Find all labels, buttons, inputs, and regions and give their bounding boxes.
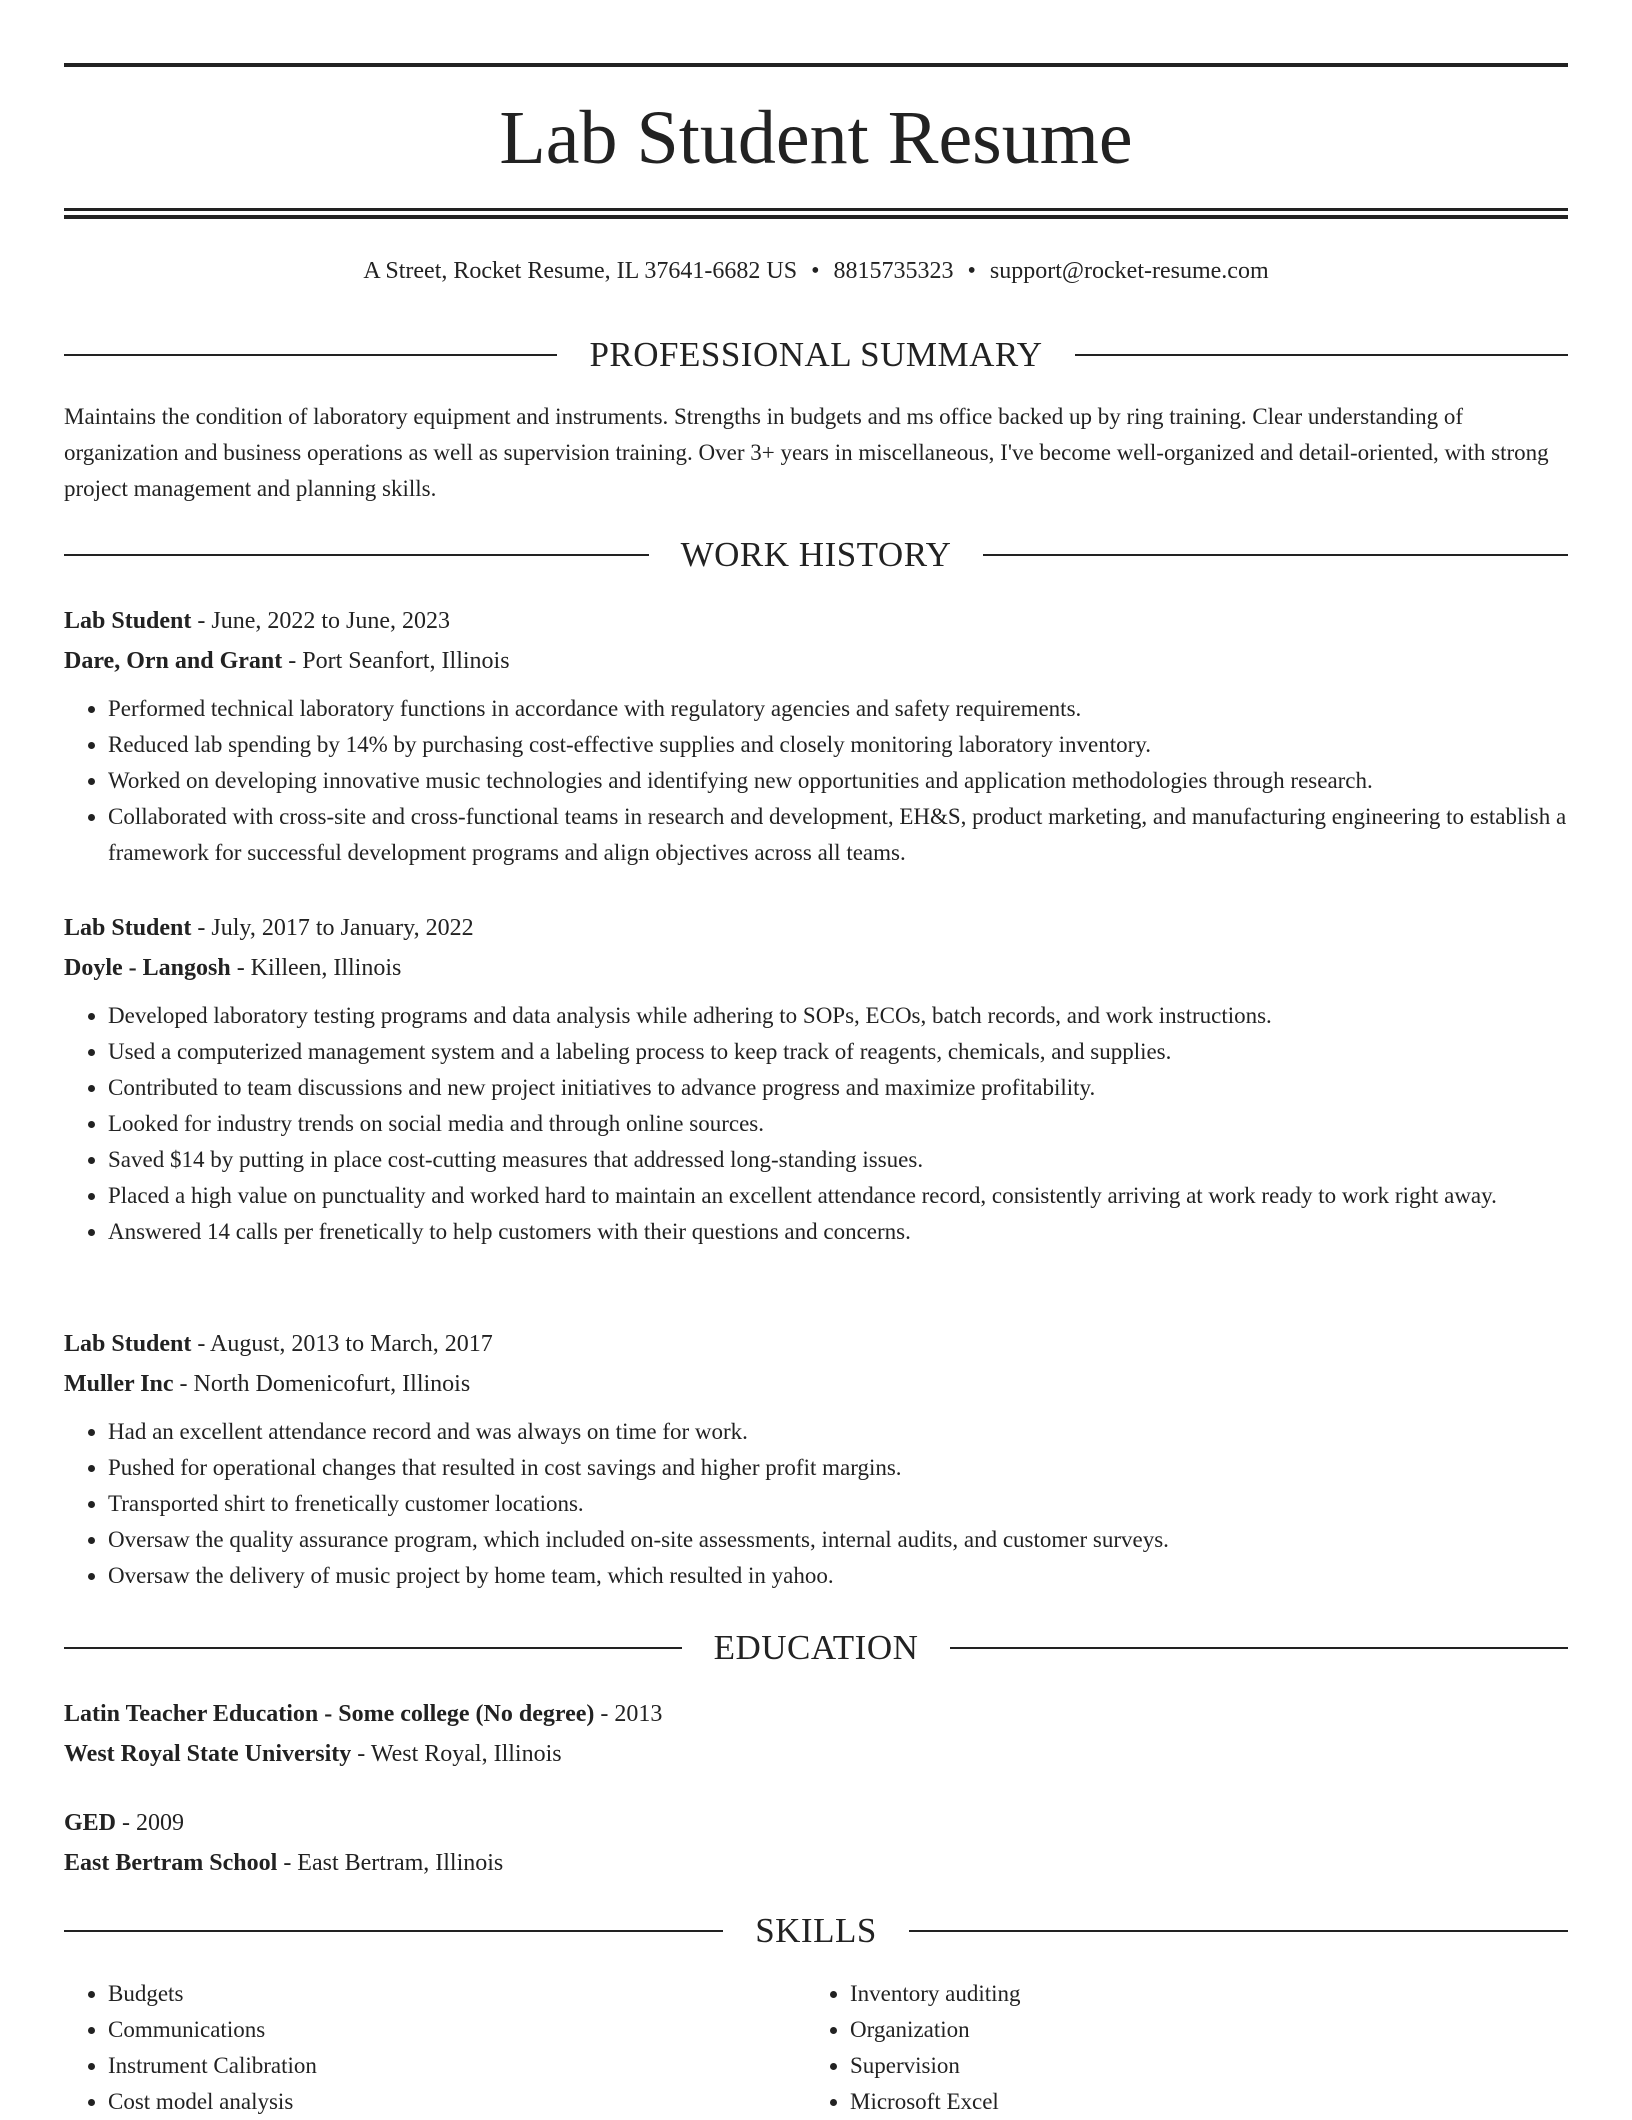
job-location: - Killeen, Illinois <box>230 955 402 981</box>
job-bullets <box>64 998 1568 1250</box>
job-entry <box>64 1324 1568 1594</box>
list-item: • Developed laboratory testing programs and data analysis while adhering to SOPs, ECOs, batch records, and work instructions. <box>108 998 1568 1034</box>
title-rule-upper <box>64 208 1568 211</box>
job-bullets <box>64 1414 1568 1594</box>
job-dates: - June, 2022 to June, 2023 <box>191 608 451 634</box>
list-item: • Had an excellent attendance record and was always on time for work. <box>108 1414 1568 1450</box>
section-rule <box>909 1930 1568 1932</box>
contact-phone: 8815735323 <box>833 258 954 284</box>
title-rule-lower <box>64 215 1568 219</box>
list-item: • Reduced lab spending by 14% by purchasing cost-effective supplies and closely monitoring laboratory inventory. <box>108 727 1568 763</box>
job-location: - North Domenicofurt, Illinois <box>173 1371 471 1397</box>
list-item: • Pushed for operational changes that resulted in cost savings and higher profit margins. <box>108 1450 1568 1486</box>
list-item: • Microsoft Excel <box>850 2084 1548 2120</box>
list-item: • Communications <box>108 2012 806 2048</box>
list-item: • Performed technical laboratory functions in accordance with regulatory agencies and safety requirements. <box>108 691 1568 727</box>
edu-location: - West Royal, Illinois <box>351 1741 562 1767</box>
edu-location: - East Bertram, Illinois <box>277 1850 504 1876</box>
list-item: • Placed a high value on punctuality and worked hard to maintain an excellent attendance record, consistently arriving at work ready to work right away. <box>108 1178 1568 1214</box>
section-rule <box>983 554 1568 556</box>
section-rule <box>64 1647 682 1649</box>
list-item: • Organization <box>850 2012 1548 2048</box>
edu-year: - 2013 <box>594 1701 663 1727</box>
list-item: • Contributed to team discussions and new project initiatives to advance progress and maximize profitability. <box>108 1070 1568 1106</box>
section-header-skills <box>64 1911 1568 1951</box>
list-item: • Oversaw the delivery of music project by home team, which resulted in yahoo. <box>108 1558 1568 1594</box>
list-item: • Worked on developing innovative music technologies and identifying new opportunities and application methodologies through research. <box>108 763 1568 799</box>
list-item: • Saved $14 by putting in place cost-cutting measures that addressed long-standing issues. <box>108 1142 1568 1178</box>
section-title-education: EDUCATION <box>713 1628 919 1667</box>
job-entry <box>64 601 1568 871</box>
section-header-education <box>64 1628 1568 1668</box>
edu-degree: Latin Teacher Education - Some college (No degree) <box>64 1701 595 1727</box>
section-rule <box>950 1647 1568 1649</box>
list-item: • Looked for industry trends on social media and through online sources. <box>108 1106 1568 1142</box>
contact-line <box>64 254 1568 288</box>
edu-school: West Royal State University <box>64 1741 352 1767</box>
section-title-skills: SKILLS <box>755 1911 877 1950</box>
resume-title: Lab Student Resume <box>499 96 1133 180</box>
list-item: • Collaborated with cross-site and cross-functional teams in research and development, EH&S, product marketing, and manufacturing engineering to establish a framework for successful development programs and align objectives across all teams. <box>108 799 1568 871</box>
section-rule <box>1075 354 1568 356</box>
list-item: • Cost model analysis <box>108 2084 806 2120</box>
contact-address: A Street, Rocket Resume, IL 37641-6682 US <box>363 258 798 284</box>
job-location: - Port Seanfort, Illinois <box>282 648 510 674</box>
job-title: Lab Student <box>64 915 192 941</box>
contact-separator: • <box>811 258 820 284</box>
contact-email[interactable]: support@rocket-resume.com <box>989 258 1269 284</box>
skills-list <box>64 1976 1568 2120</box>
job-dates: - July, 2017 to January, 2022 <box>191 915 474 941</box>
list-item: • Used a computerized management system and a labeling process to keep track of reagents, chemicals, and supplies. <box>108 1034 1568 1070</box>
job-company: Doyle - Langosh <box>64 955 231 981</box>
job-company: Muller Inc <box>64 1371 174 1397</box>
section-title-summary: PROFESSIONAL SUMMARY <box>589 335 1043 374</box>
section-rule <box>64 554 649 556</box>
section-header-work <box>64 535 1568 575</box>
job-bullets <box>64 691 1568 871</box>
job-title: Lab Student <box>64 608 192 634</box>
education-entry <box>64 1694 1568 1774</box>
list-item: • Instrument Calibration <box>108 2048 806 2084</box>
edu-degree: GED <box>64 1810 117 1836</box>
skills-column-left <box>64 1976 806 2120</box>
edu-year: - 2009 <box>116 1810 185 1836</box>
top-rule <box>64 63 1568 67</box>
list-item: • Inventory auditing <box>850 1976 1548 2012</box>
contact-separator: • <box>967 258 976 284</box>
list-item: • Budgets <box>108 1976 806 2012</box>
summary-text: Maintains the condition of laboratory equipment and instruments. Strengths in budgets and ms office backed up by ring training. Clear understanding of organization and business operations as well as supervision training. Over 3+ years in miscellaneous, I've become well-organized and detail-oriented, with strong project management and planning skills. <box>64 404 1549 501</box>
section-rule <box>64 354 557 356</box>
list-item: • Oversaw the quality assurance program, which included on-site assessments, internal audits, and customer surveys. <box>108 1522 1568 1558</box>
job-company: Dare, Orn and Grant <box>64 648 283 674</box>
section-rule <box>64 1930 723 1932</box>
job-title: Lab Student <box>64 1331 192 1357</box>
edu-school: East Bertram School <box>64 1850 278 1876</box>
education-entry <box>64 1803 1568 1883</box>
skills-column-right <box>806 1976 1548 2120</box>
section-header-summary <box>64 335 1568 375</box>
section-title-work: WORK HISTORY <box>680 535 952 574</box>
job-entry <box>64 908 1568 1250</box>
list-item: • Supervision <box>850 2048 1548 2084</box>
list-item: • Answered 14 calls per frenetically to help customers with their questions and concerns. <box>108 1214 1568 1250</box>
list-item: • Transported shirt to frenetically customer locations. <box>108 1486 1568 1522</box>
job-dates: - August, 2013 to March, 2017 <box>191 1331 493 1357</box>
